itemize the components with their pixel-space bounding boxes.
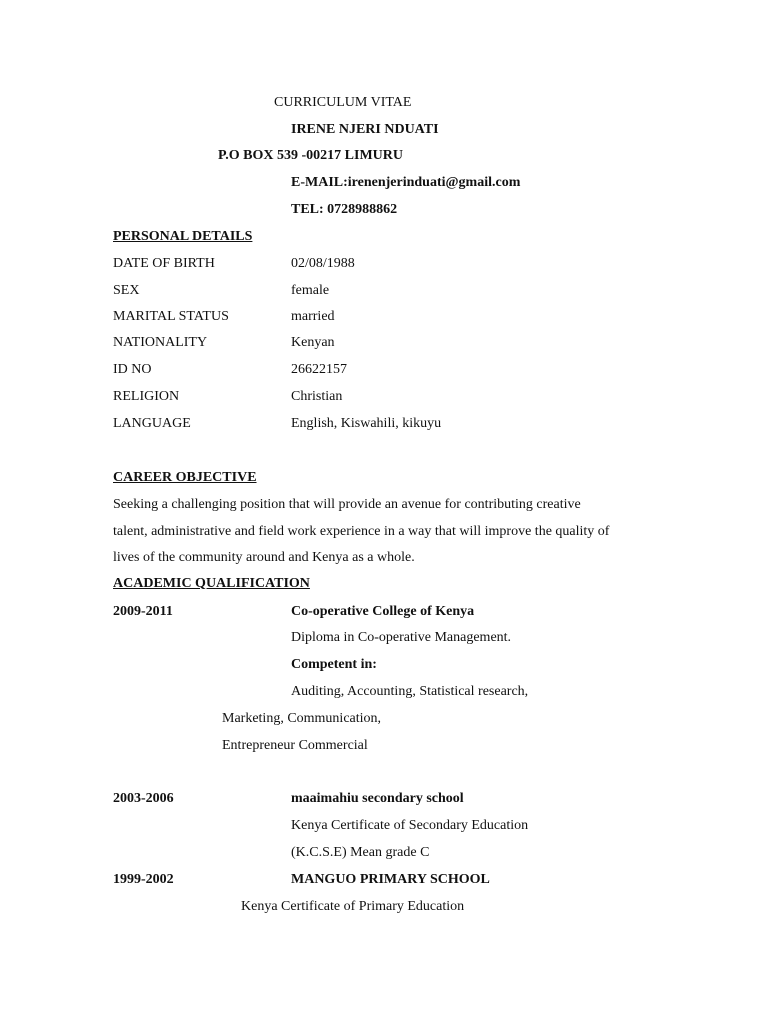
personal-details-heading: PERSONAL DETAILS [113, 229, 253, 244]
career-objective-line: talent, administrative and field work experience in a way that will improve the quality of [113, 524, 610, 539]
academic-years: 1999-2002 [113, 872, 174, 887]
detail-value-language: English, Kiswahili, kikuyu [291, 416, 442, 431]
detail-value-sex: female [291, 283, 330, 298]
competent-in-label: Competent in: [291, 657, 377, 672]
detail-label-religion: RELIGION [113, 389, 180, 404]
telephone: TEL: 0728988862 [291, 202, 398, 217]
academic-qualification-heading: ACADEMIC QUALIFICATION [113, 576, 310, 591]
academic-award: Diploma in Co-operative Management. [291, 630, 512, 645]
detail-value-religion: Christian [291, 389, 343, 404]
competency-line: Entrepreneur Commercial [222, 738, 368, 753]
candidate-name: IRENE NJERI NDUATI [291, 122, 439, 137]
career-objective-heading: CAREER OBJECTIVE [113, 470, 257, 485]
email-address: E-MAIL:irenenjerinduati@gmail.com [291, 175, 521, 190]
document-title: CURRICULUM VITAE [274, 95, 412, 110]
postal-address: P.O BOX 539 -00217 LIMURU [218, 148, 403, 163]
academic-institution: maaimahiu secondary school [291, 791, 464, 806]
academic-award: Kenya Certificate of Primary Education [241, 899, 465, 914]
detail-value-nationality: Kenyan [291, 335, 335, 350]
career-objective-line: lives of the community around and Kenya as a whole. [113, 550, 415, 565]
academic-years: 2009-2011 [113, 604, 173, 619]
detail-label-nationality: NATIONALITY [113, 335, 208, 350]
detail-label-language: LANGUAGE [113, 416, 191, 431]
detail-value-dob: 02/08/1988 [291, 256, 355, 271]
academic-institution: MANGUO PRIMARY SCHOOL [291, 872, 490, 887]
detail-label-id-no: ID NO [113, 362, 152, 377]
detail-label-marital-status: MARITAL STATUS [113, 309, 229, 324]
academic-years: 2003-2006 [113, 791, 174, 806]
academic-award: Kenya Certificate of Secondary Education [291, 818, 529, 833]
competency-line: Auditing, Accounting, Statistical research, [291, 684, 529, 699]
academic-institution: Co-operative College of Kenya [291, 604, 475, 619]
detail-value-marital-status: married [291, 309, 335, 324]
detail-value-id-no: 26622157 [291, 362, 347, 377]
career-objective-line: Seeking a challenging position that will provide an avenue for contributing creative [113, 497, 581, 512]
academic-grade: (K.C.S.E) Mean grade C [291, 845, 430, 860]
detail-label-sex: SEX [113, 283, 140, 298]
detail-label-dob: DATE OF BIRTH [113, 256, 215, 271]
competency-line: Marketing, Communication, [222, 711, 382, 726]
